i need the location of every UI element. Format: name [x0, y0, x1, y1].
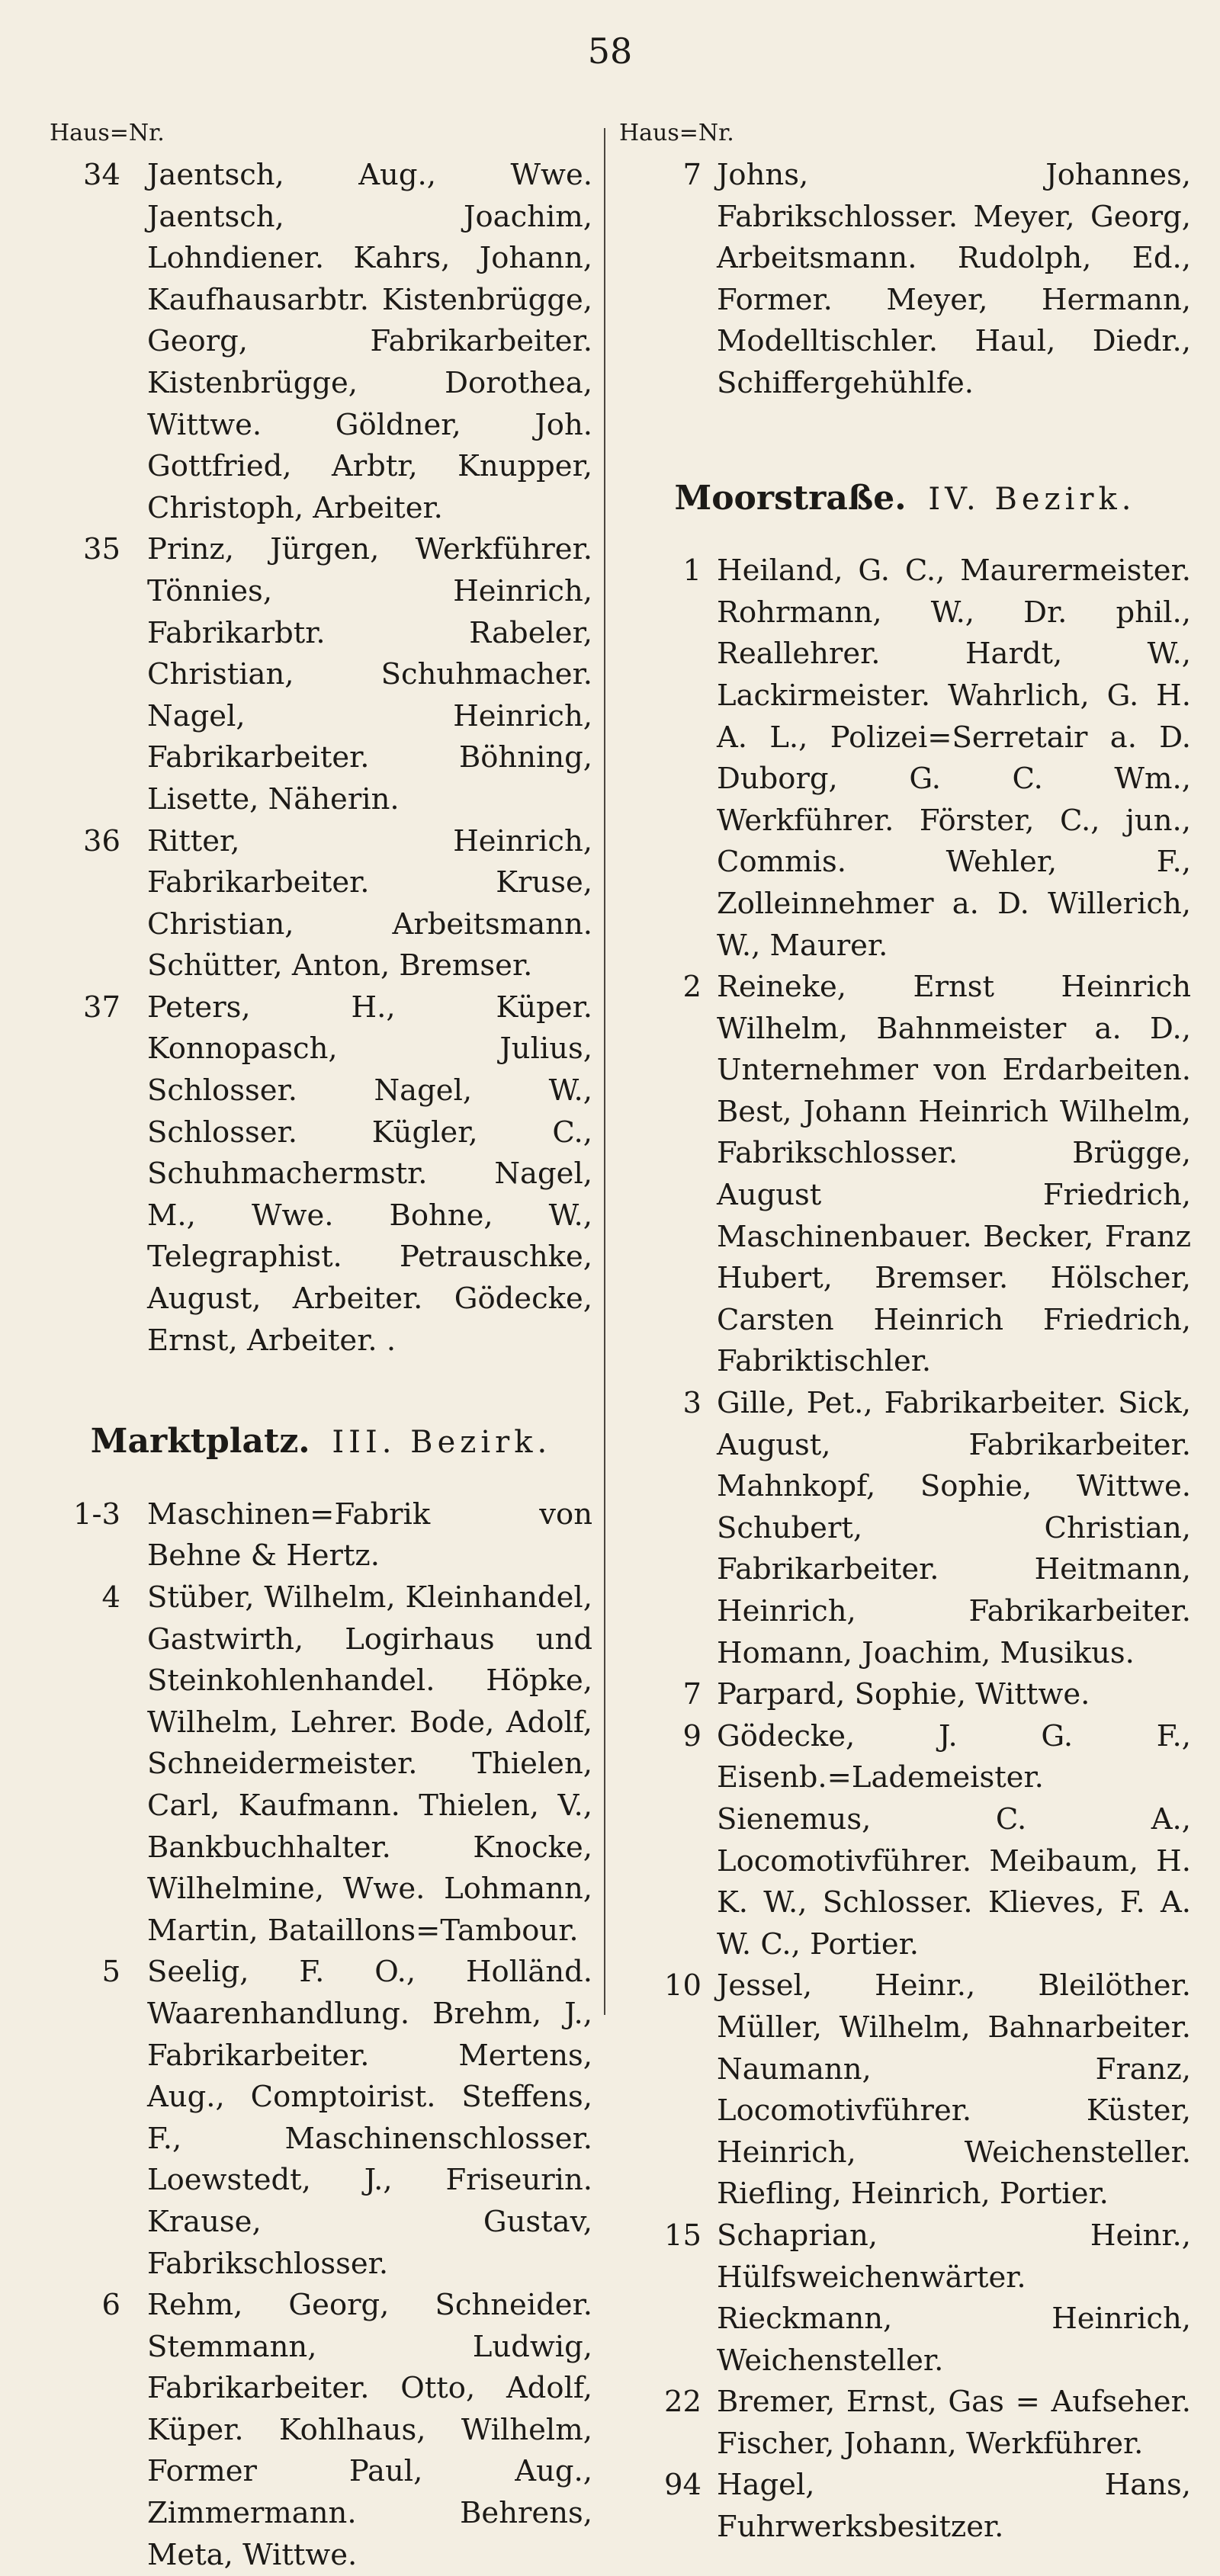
- house-number: 35: [83, 532, 120, 567]
- house-entry: [50, 2285, 592, 2576]
- house-number-header: Haus=Nr.: [50, 120, 165, 146]
- resident-list: Bremer, Ernst, Gas = Aufseher. Fischer, Johann, Werkführer.: [717, 2385, 1191, 2461]
- district-label: III. Bezirk.: [332, 1425, 552, 1461]
- house-number: 9: [682, 1718, 702, 1753]
- house-entry: [619, 550, 1191, 967]
- resident-list: Gille, Pet., Fabrikarbeiter. Sick, August, Fabrikarbeiter. Mahnkopf, Sophie, Wittwe. Schubert, Christian, Fabrikarbeiter. Heitmann, Heinrich, Fabrikarbeiter. Homann, Joachim, Musikus.: [717, 1386, 1191, 1670]
- resident-list: Ritter, Heinrich, Fabrikarbeiter. Kruse, Christian, Arbeitsmann. Schütter, Anton, Bremser.: [147, 823, 592, 983]
- street-name: Marktplatz.: [90, 1422, 310, 1461]
- house-number: 36: [83, 823, 120, 858]
- house-entry: [619, 2215, 1191, 2382]
- resident-list: Heiland, G. C., Maurermeister. Rohrmann, W., Dr. phil., Reallehrer. Hardt, W., Lackirmeister. Wahrlich, G. H. A. L., Polizei=Serretair a. D. Duborg, G. C. Wm., Werkführer. Förster, C., jun., Commis. Wehler, F., Zolleinnehmer a. D. Willerich, W., Maurer.: [717, 553, 1191, 963]
- resident-list: Schaprian, Heinr., Hülfsweichenwärter. Rieckmann, Heinrich, Weichensteller.: [717, 2218, 1191, 2378]
- resident-list: Hagel, Hans, Fuhrwerksbesitzer.: [717, 2468, 1191, 2545]
- house-entry: [619, 1383, 1191, 1674]
- column-divider: [604, 128, 605, 2015]
- left-column: [50, 118, 592, 2576]
- house-entry: [50, 1952, 592, 2285]
- house-number: 37: [83, 990, 120, 1025]
- house-entry: [50, 1577, 592, 1952]
- house-entry: [619, 1965, 1191, 2215]
- house-entry: [50, 987, 592, 1362]
- house-entry: [50, 821, 592, 987]
- resident-list: Prinz, Jürgen, Werkführer. Tönnies, Heinrich, Fabrikarbtr. Rabeler, Christian, Schuhmacher. Nagel, Heinrich, Fabrikarbeiter. Böhning, Lisette, Näherin.: [147, 532, 592, 816]
- resident-list: Parpard, Sophie, Wittwe.: [717, 1677, 1090, 1712]
- resident-list: Gödecke, J. G. F., Eisenb.=Lademeister. Sienemus, C. A., Locomotivführer. Meibaum, H. K. W., Schlosser. Klieves, F. A. W. C., Portier.: [717, 1718, 1191, 1962]
- house-number: 7: [682, 1677, 702, 1712]
- house-number: 6: [101, 2288, 120, 2323]
- resident-list: Seelig, F. O., Holländ. Waarenhandlung. Brehm, J., Fabrikarbeiter. Mertens, Aug., Comptoirist. Steffens, F., Maschinenschlosser. Loewstedt, J., Friseurin. Krause, Gustav, Fabrikschlosser.: [147, 1955, 592, 2281]
- house-number: 34: [83, 158, 120, 192]
- street-name: Moorstraße.: [674, 478, 907, 518]
- district-label: IV. Bezirk.: [928, 481, 1136, 517]
- house-entry: [50, 529, 592, 820]
- house-entry: [619, 2382, 1191, 2465]
- house-entry: [619, 1674, 1191, 1716]
- house-entry: [50, 1494, 592, 1577]
- page-number: 58: [587, 30, 633, 72]
- section-heading: [50, 1421, 592, 1464]
- house-number: 15: [664, 2218, 702, 2253]
- house-number: 94: [664, 2468, 702, 2503]
- house-number: 1: [682, 553, 702, 589]
- house-number: 10: [664, 1968, 702, 2003]
- resident-list: Jaentsch, Aug., Wwe. Jaentsch, Joachim, Lohndiener. Kahrs, Johann, Kaufhausarbtr. Kistenbrügge, Georg, Fabrikarbeiter. Kistenbrügge, Dorothea, Wittwe. Göldner, Joh. Gottfried, Arbtr, Knupper, Christoph, Arbeiter.: [147, 158, 592, 525]
- resident-list: Peters, H., Küper. Konnopasch, Julius, Schlosser. Nagel, W., Schlosser. Kügler, C., Schuhmachermstr. Nagel, M., Wwe. Bohne, W., Telegraphist. Petrauschke, August, Arbeiter. Gödecke, Ernst, Arbeiter. .: [147, 990, 592, 1358]
- house-entry: [619, 155, 1191, 405]
- house-number: 3: [682, 1386, 702, 1421]
- house-entry: [50, 155, 592, 529]
- house-number: 22: [664, 2385, 702, 2420]
- house-number: 4: [101, 1580, 120, 1615]
- right-column: [619, 118, 1191, 2549]
- resident-list: Jessel, Heinr., Bleilöther. Müller, Wilhelm, Bahnarbeiter. Naumann, Franz, Locomotivführer. Küster, Heinrich, Weichensteller. Riefling, Heinrich, Portier.: [717, 1968, 1191, 2212]
- resident-list: Johns, Johannes, Fabrikschlosser. Meyer, Georg, Arbeitsmann. Rudolph, Ed., Former. Meyer, Hermann, Modelltischler. Haul, Diedr., Schiffergehühlfe.: [717, 158, 1191, 400]
- house-entry: [619, 967, 1191, 1383]
- house-number: 1-3: [73, 1497, 120, 1532]
- house-entry: [619, 1716, 1191, 1966]
- resident-list: Stüber, Wilhelm, Kleinhandel, Gastwirth, Logirhaus und Steinkohlenhandel. Höpke, Wilhelm, Lehrer. Bode, Adolf, Schneidermeister. Thielen, Carl, Kaufmann. Thielen, V., Bankbuchhalter. Knocke, Wilhelmine, Wwe. Lohmann, Martin, Bataillons=Tambour.: [147, 1580, 592, 1948]
- resident-list: Rehm, Georg, Schneider. Stemmann, Ludwig, Fabrikarbeiter. Otto, Adolf, Küper. Kohlhaus, Wilhelm, Former Paul, Aug., Zimmermann. Behrens, Meta, Wittwe.: [147, 2288, 592, 2572]
- house-number: 7: [682, 158, 702, 192]
- resident-list: Reineke, Ernst Heinrich Wilhelm, Bahnmeister a. D., Unternehmer von Erdarbeiten. Best, Johann Heinrich Wilhelm, Fabrikschlosser. Brügge, August Friedrich, Maschinenbauer. Becker, Franz Hubert, Bremser. Hölscher, Carsten Heinrich Friedrich, Fabriktischler.: [717, 970, 1191, 1379]
- section-heading: [619, 478, 1191, 521]
- house-number: 2: [682, 970, 702, 1005]
- house-number-header: Haus=Nr.: [619, 120, 734, 146]
- house-number: 5: [101, 1955, 120, 1990]
- house-entry: [619, 2465, 1191, 2548]
- resident-list: Maschinen=Fabrik von Behne & Hertz.: [147, 1497, 592, 1574]
